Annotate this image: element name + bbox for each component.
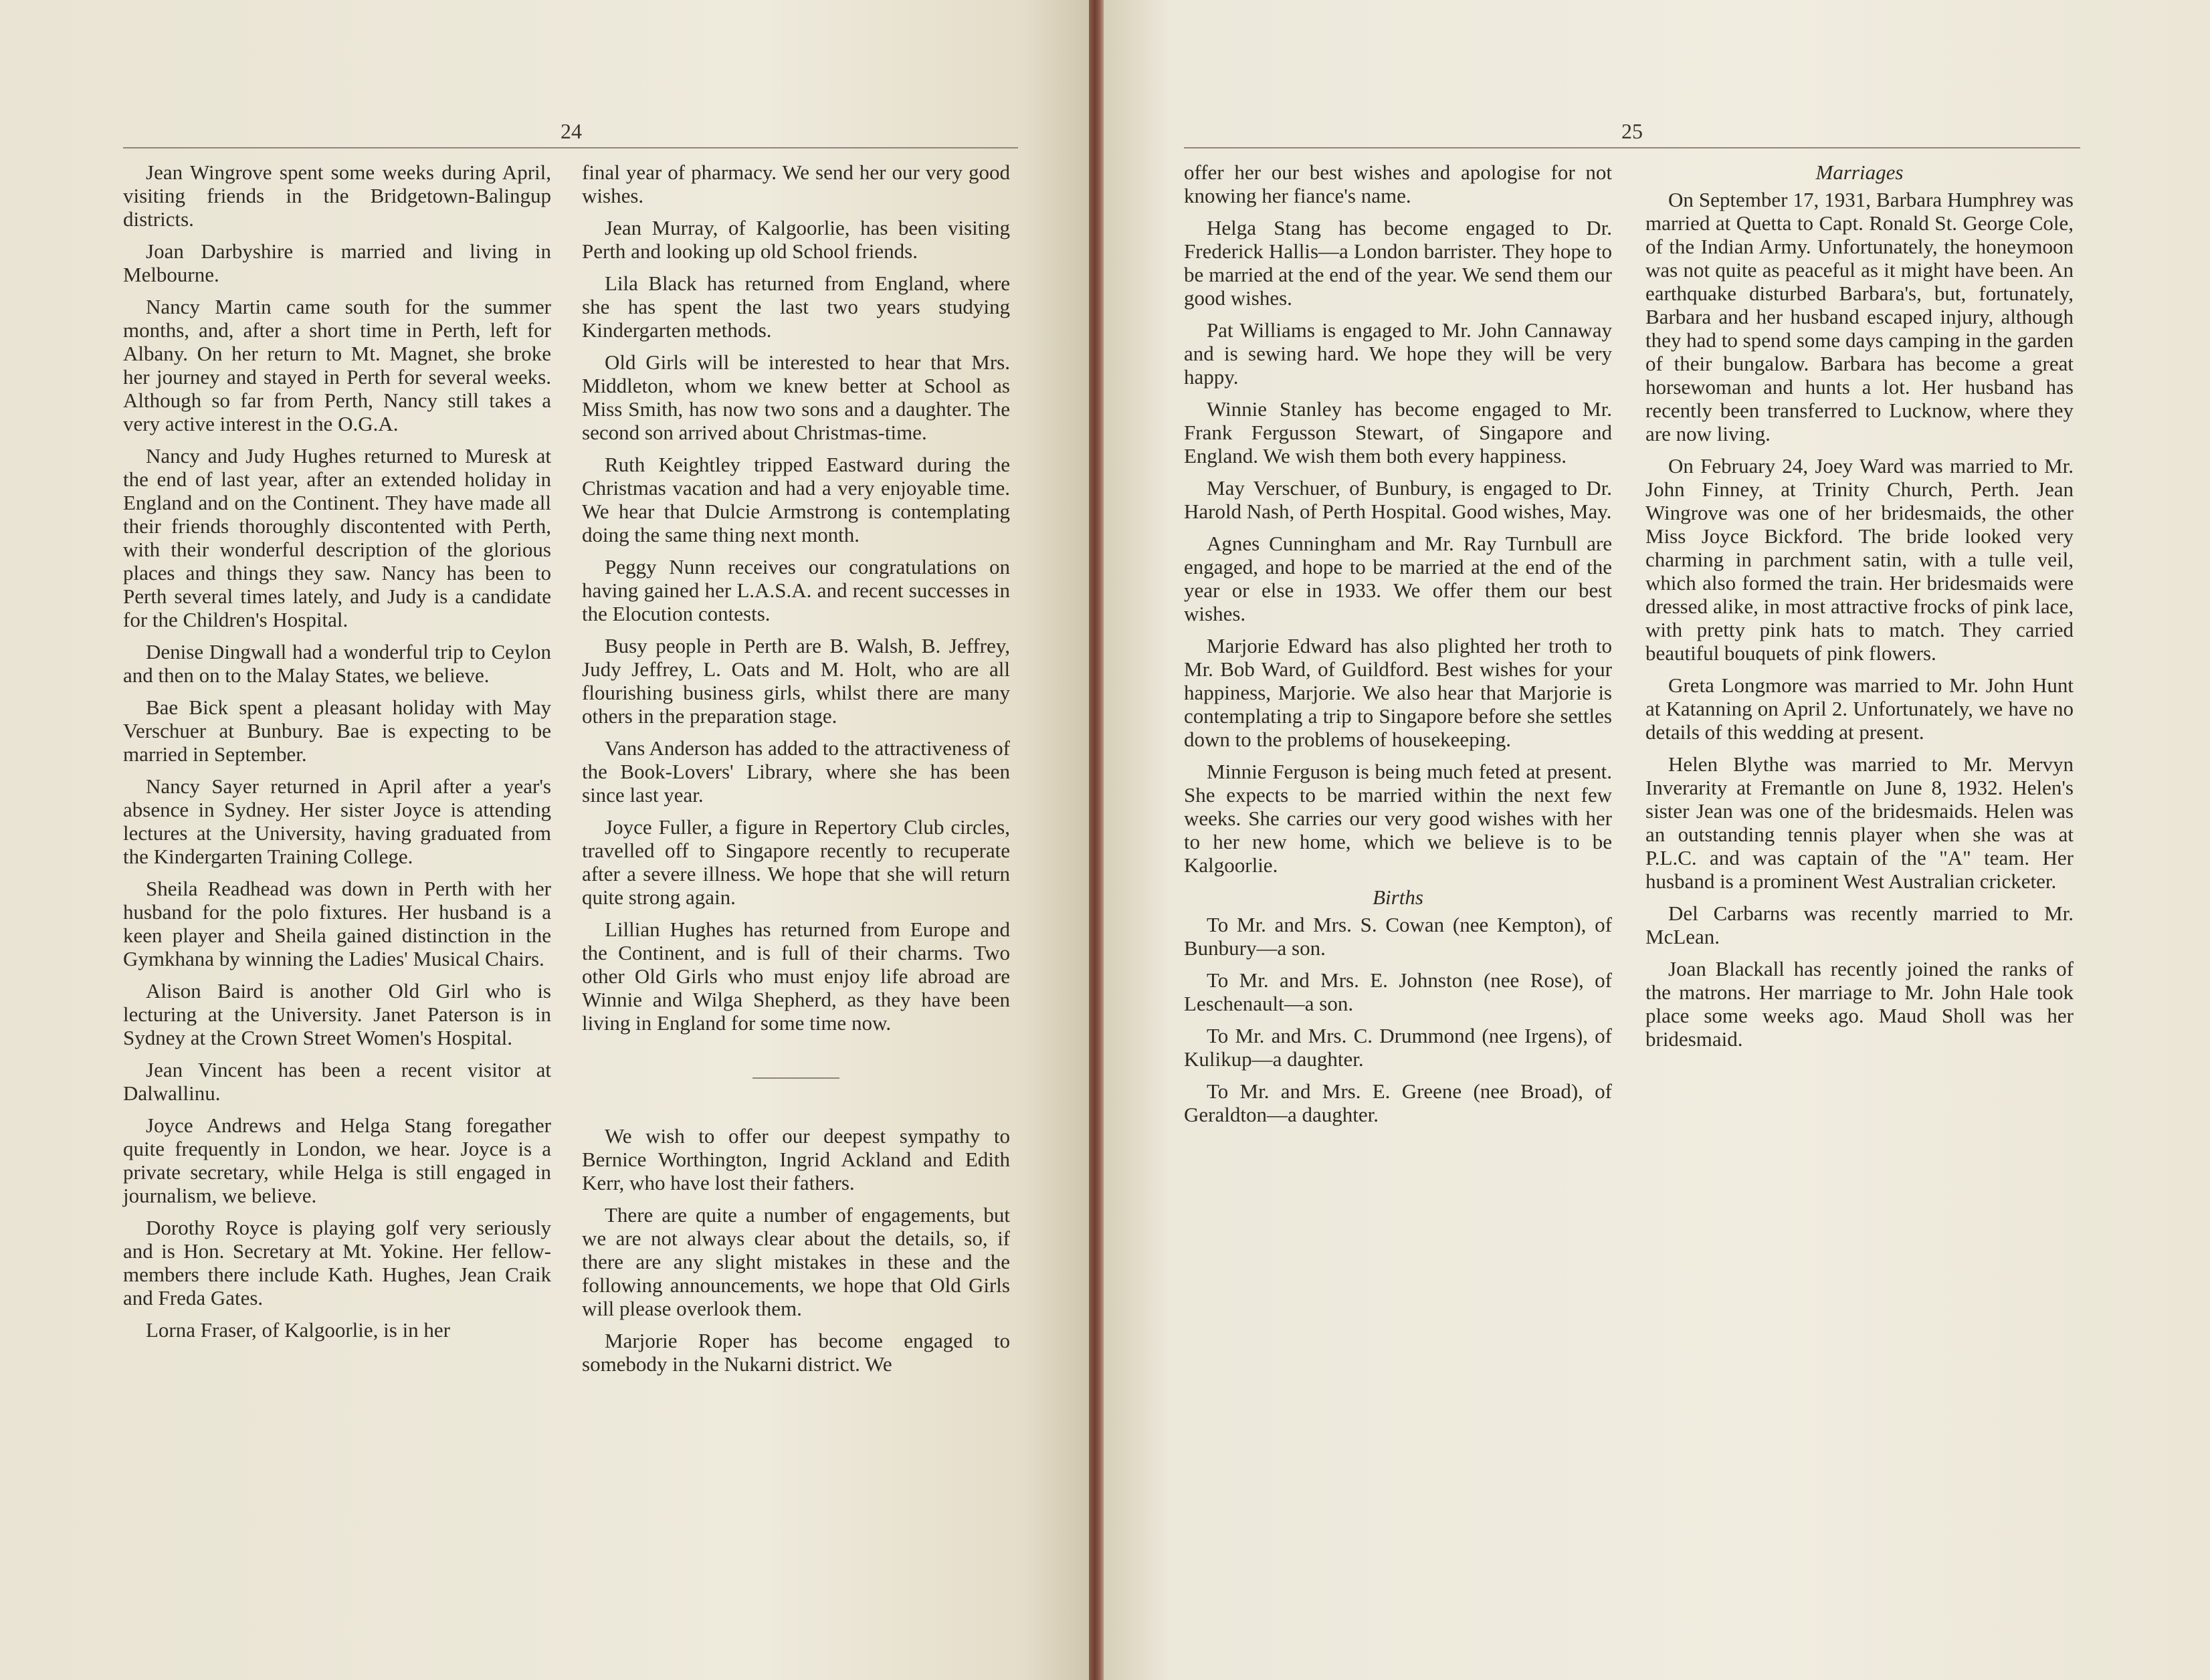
birth-announcement: To Mr. and Mrs. E. Johnston (nee Rose), of Leschenault—a son. [1184, 968, 1612, 1015]
right-page [1104, 0, 2210, 1680]
birth-announcement: To Mr. and Mrs. C. Drummond (nee Irgens), of Kulikup—a daughter. [1184, 1024, 1612, 1071]
paragraph: There are quite a number of engagements, but we are not always clear about the details, so, if there are any slight mistakes in these and the following announcements, we hope that Old Girls will please overlook them. [582, 1203, 1010, 1320]
right-column-1 [1184, 161, 1612, 1135]
paragraph: Denise Dingwall had a wonderful trip to Ceylon and then on to the Malay States, we believe. [123, 640, 551, 687]
paragraph: final year of pharmacy. We send her our very good wishes. [582, 161, 1010, 207]
page-number: 24 [561, 119, 582, 143]
paragraph: Minnie Ferguson is being much feted at present. She expects to be married within the next few weeks. She carries our very good wishes with her to her new home, which we believe is to be Kalgoorlie. [1184, 760, 1612, 877]
paragraph: offer her our best wishes and apologise for not knowing her fiance's name. [1184, 161, 1612, 207]
paragraph: Pat Williams is engaged to Mr. John Cannaway and is sewing hard. We hope they will be very happy. [1184, 318, 1612, 389]
paragraph: Nancy Martin came south for the summer months, and, after a short time in Perth, left for Albany. On her return to Mt. Magnet, she broke her journey and stayed in Perth for several weeks. Although so far from Perth, Nancy still takes a very active interest in the O.G.A. [123, 295, 551, 435]
paragraph: Winnie Stanley has become engaged to Mr. Frank Fergusson Stewart, of Singapore and England. We wish them both every happiness. [1184, 397, 1612, 467]
marriage-announcement: Greta Longmore was married to Mr. John Hunt at Katanning on April 2. Unfortunately, we have no details of this wedding at present. [1645, 673, 2074, 744]
paragraph: Joyce Andrews and Helga Stang foregather quite frequently in London, we hear. Joyce is a private secretary, while Helga is still engaged in journalism, we believe. [123, 1114, 551, 1207]
paragraph: Sheila Readhead was down in Perth with her husband for the polo fixtures. Her husband is a keen player and Sheila gained distinction in the Gymkhana by winning the Ladies' Musical Chairs. [123, 877, 551, 970]
paragraph: Jean Wingrove spent some weeks during April, visiting friends in the Bridgetown-Balingup districts. [123, 161, 551, 231]
paragraph: Bae Bick spent a pleasant holiday with May Verschuer at Bunbury. Bae is expecting to be married in September. [123, 696, 551, 766]
paragraph: Old Girls will be interested to hear that Mrs. Middleton, whom we knew better at School as Miss Smith, has now two sons and a daughter. The second son arrived about Christmas-time. [582, 350, 1010, 444]
right-column-2 [1645, 161, 2074, 1059]
paragraph: Agnes Cunningham and Mr. Ray Turnbull are engaged, and hope to be married at the end of the year or else in 1933. We offer them our best wishes. [1184, 532, 1612, 625]
header-rule [123, 147, 1018, 148]
paragraph: Joyce Fuller, a figure in Repertory Club circles, travelled off to Singapore recently to recuperate after a severe illness. We hope that she will return quite strong again. [582, 815, 1010, 909]
paragraph: We wish to offer our deepest sympathy to Bernice Worthington, Ingrid Ackland and Edith Kerr, who have lost their fathers. [582, 1124, 1010, 1194]
paragraph: Dorothy Royce is playing golf very seriously and is Hon. Secretary at Mt. Yokine. Her fellow-members there include Kath. Hughes, Jean Craik and Freda Gates. [123, 1216, 551, 1309]
paragraph: Lila Black has returned from England, where she has spent the last two years studying Kindergarten methods. [582, 272, 1010, 342]
paragraph: Lillian Hughes has returned from Europe and the Continent, and is full of their charms. Two other Old Girls who must enjoy life abroad are Winnie and Wilga Shepherd, as they have been living in England for some time now. [582, 918, 1010, 1035]
paragraph: Joan Darbyshire is married and living in Melbourne. [123, 239, 551, 286]
birth-announcement: To Mr. and Mrs. S. Cowan (nee Kempton), of Bunbury—a son. [1184, 913, 1612, 960]
paragraph: May Verschuer, of Bunbury, is engaged to Dr. Harold Nash, of Perth Hospital. Good wishes, May. [1184, 476, 1612, 523]
marriage-announcement: On February 24, Joey Ward was married to Mr. John Finney, at Trinity Church, Perth. Jean Wingrove was one of her bridesmaids, the other Miss Joyce Bickford. The bride looked very charming in parchment satin, with a tulle veil, which also formed the train. Her bridesmaids were dressed alike, in most attractive frocks of pink lace, with pretty pink hats to match. They carried beautiful bouquets of pink flowers. [1645, 454, 2074, 665]
page-number: 25 [1621, 119, 1643, 143]
paragraph: Nancy Sayer returned in April after a year's absence in Sydney. Her sister Joyce is attending lectures at the University, having graduated from the Kindergarten Training College. [123, 774, 551, 868]
marriage-announcement: On September 17, 1931, Barbara Humphrey was married at Quetta to Capt. Ronald St. George Cole, of the Indian Army. Unfortunately, the honeymoon was not quite as peaceful as it might have been. An earthquake disturbed Barbara's, but, fortunately, Barbara and her husband escaped injury, although they had to spend some days camping in the garden of their bungalow. Barbara has become a great horsewoman and hunts a lot. Her husband has recently been transferred to Lucknow, where they are now living. [1645, 188, 2074, 445]
marriage-announcement: Helen Blythe was married to Mr. Mervyn Inverarity at Fremantle on June 8, 1932. Helen's sister Jean was one of the bridesmaids. Helen was an outstanding tennis player when she was at P.L.C. and was captain of the "A" team. Her husband is a prominent West Australian cricketer. [1645, 752, 2074, 893]
left-column-2 [582, 161, 1010, 1384]
left-page [0, 0, 1089, 1680]
marriage-announcement: Del Carbarns was recently married to Mr. McLean. [1645, 902, 2074, 948]
book-spine [1089, 0, 1104, 1680]
paragraph: Helga Stang has become engaged to Dr. Frederick Hallis—a London barrister. They hope to be married at the end of the year. We send them our good wishes. [1184, 216, 1612, 310]
paragraph: Alison Baird is another Old Girl who is lecturing at the University. Janet Paterson is in Sydney at the Crown Street Women's Hospital. [123, 979, 551, 1049]
paragraph: Lorna Fraser, of Kalgoorlie, is in her [146, 1318, 451, 1342]
paragraph: Marjorie Roper has become engaged to somebody in the Nukarni district. We [582, 1329, 1010, 1376]
marriage-announcement: Joan Blackall has recently joined the ranks of the matrons. Her marriage to Mr. John Hale took place some weeks ago. Maud Sholl was her bridesmaid. [1645, 957, 2074, 1051]
header-rule [1184, 147, 2080, 148]
paragraph: Jean Murray, of Kalgoorlie, has been visiting Perth and looking up old School friends. [582, 216, 1010, 263]
paragraph: Marjorie Edward has also plighted her troth to Mr. Bob Ward, of Guildford. Best wishes for your happiness, Marjorie. We also hear that Marjorie is contemplating a trip to Singapore before she settles down to the problems of housekeeping. [1184, 634, 1612, 751]
marriages-heading: Marriages [1815, 161, 1904, 184]
paragraph: Nancy and Judy Hughes returned to Muresk at the end of last year, after an extended holiday in England and on the Continent. They have made all their friends thoroughly discontented with Perth, with their wonderful description of the glorious places and things they saw. Nancy has been to Perth several times lately, and Judy is a candidate for the Children's Hospital. [123, 444, 551, 631]
paragraph: Ruth Keightley tripped Eastward during the Christmas vacation and had a very enjoyable time. We hear that Dulcie Armstrong is contemplating doing the same thing next month. [582, 453, 1010, 546]
paragraph: Peggy Nunn receives our congratulations on having gained her L.A.S.A. and recent successes in the Elocution contests. [582, 555, 1010, 625]
paragraph: Vans Anderson has added to the attractiveness of the Book-Lovers' Library, where she has been since last year. [582, 736, 1010, 807]
section-divider [752, 1077, 839, 1079]
births-heading: Births [1373, 885, 1423, 909]
paragraph: Jean Vincent has been a recent visitor at Dalwallinu. [123, 1058, 551, 1105]
left-column-1 [123, 161, 551, 1350]
paragraph: Busy people in Perth are B. Walsh, B. Jeffrey, Judy Jeffrey, L. Oats and M. Holt, who are all flourishing business girls, whilst there are many others in the preparation stage. [582, 634, 1010, 728]
birth-announcement: To Mr. and Mrs. E. Greene (nee Broad), of Geraldton—a daughter. [1184, 1079, 1612, 1126]
